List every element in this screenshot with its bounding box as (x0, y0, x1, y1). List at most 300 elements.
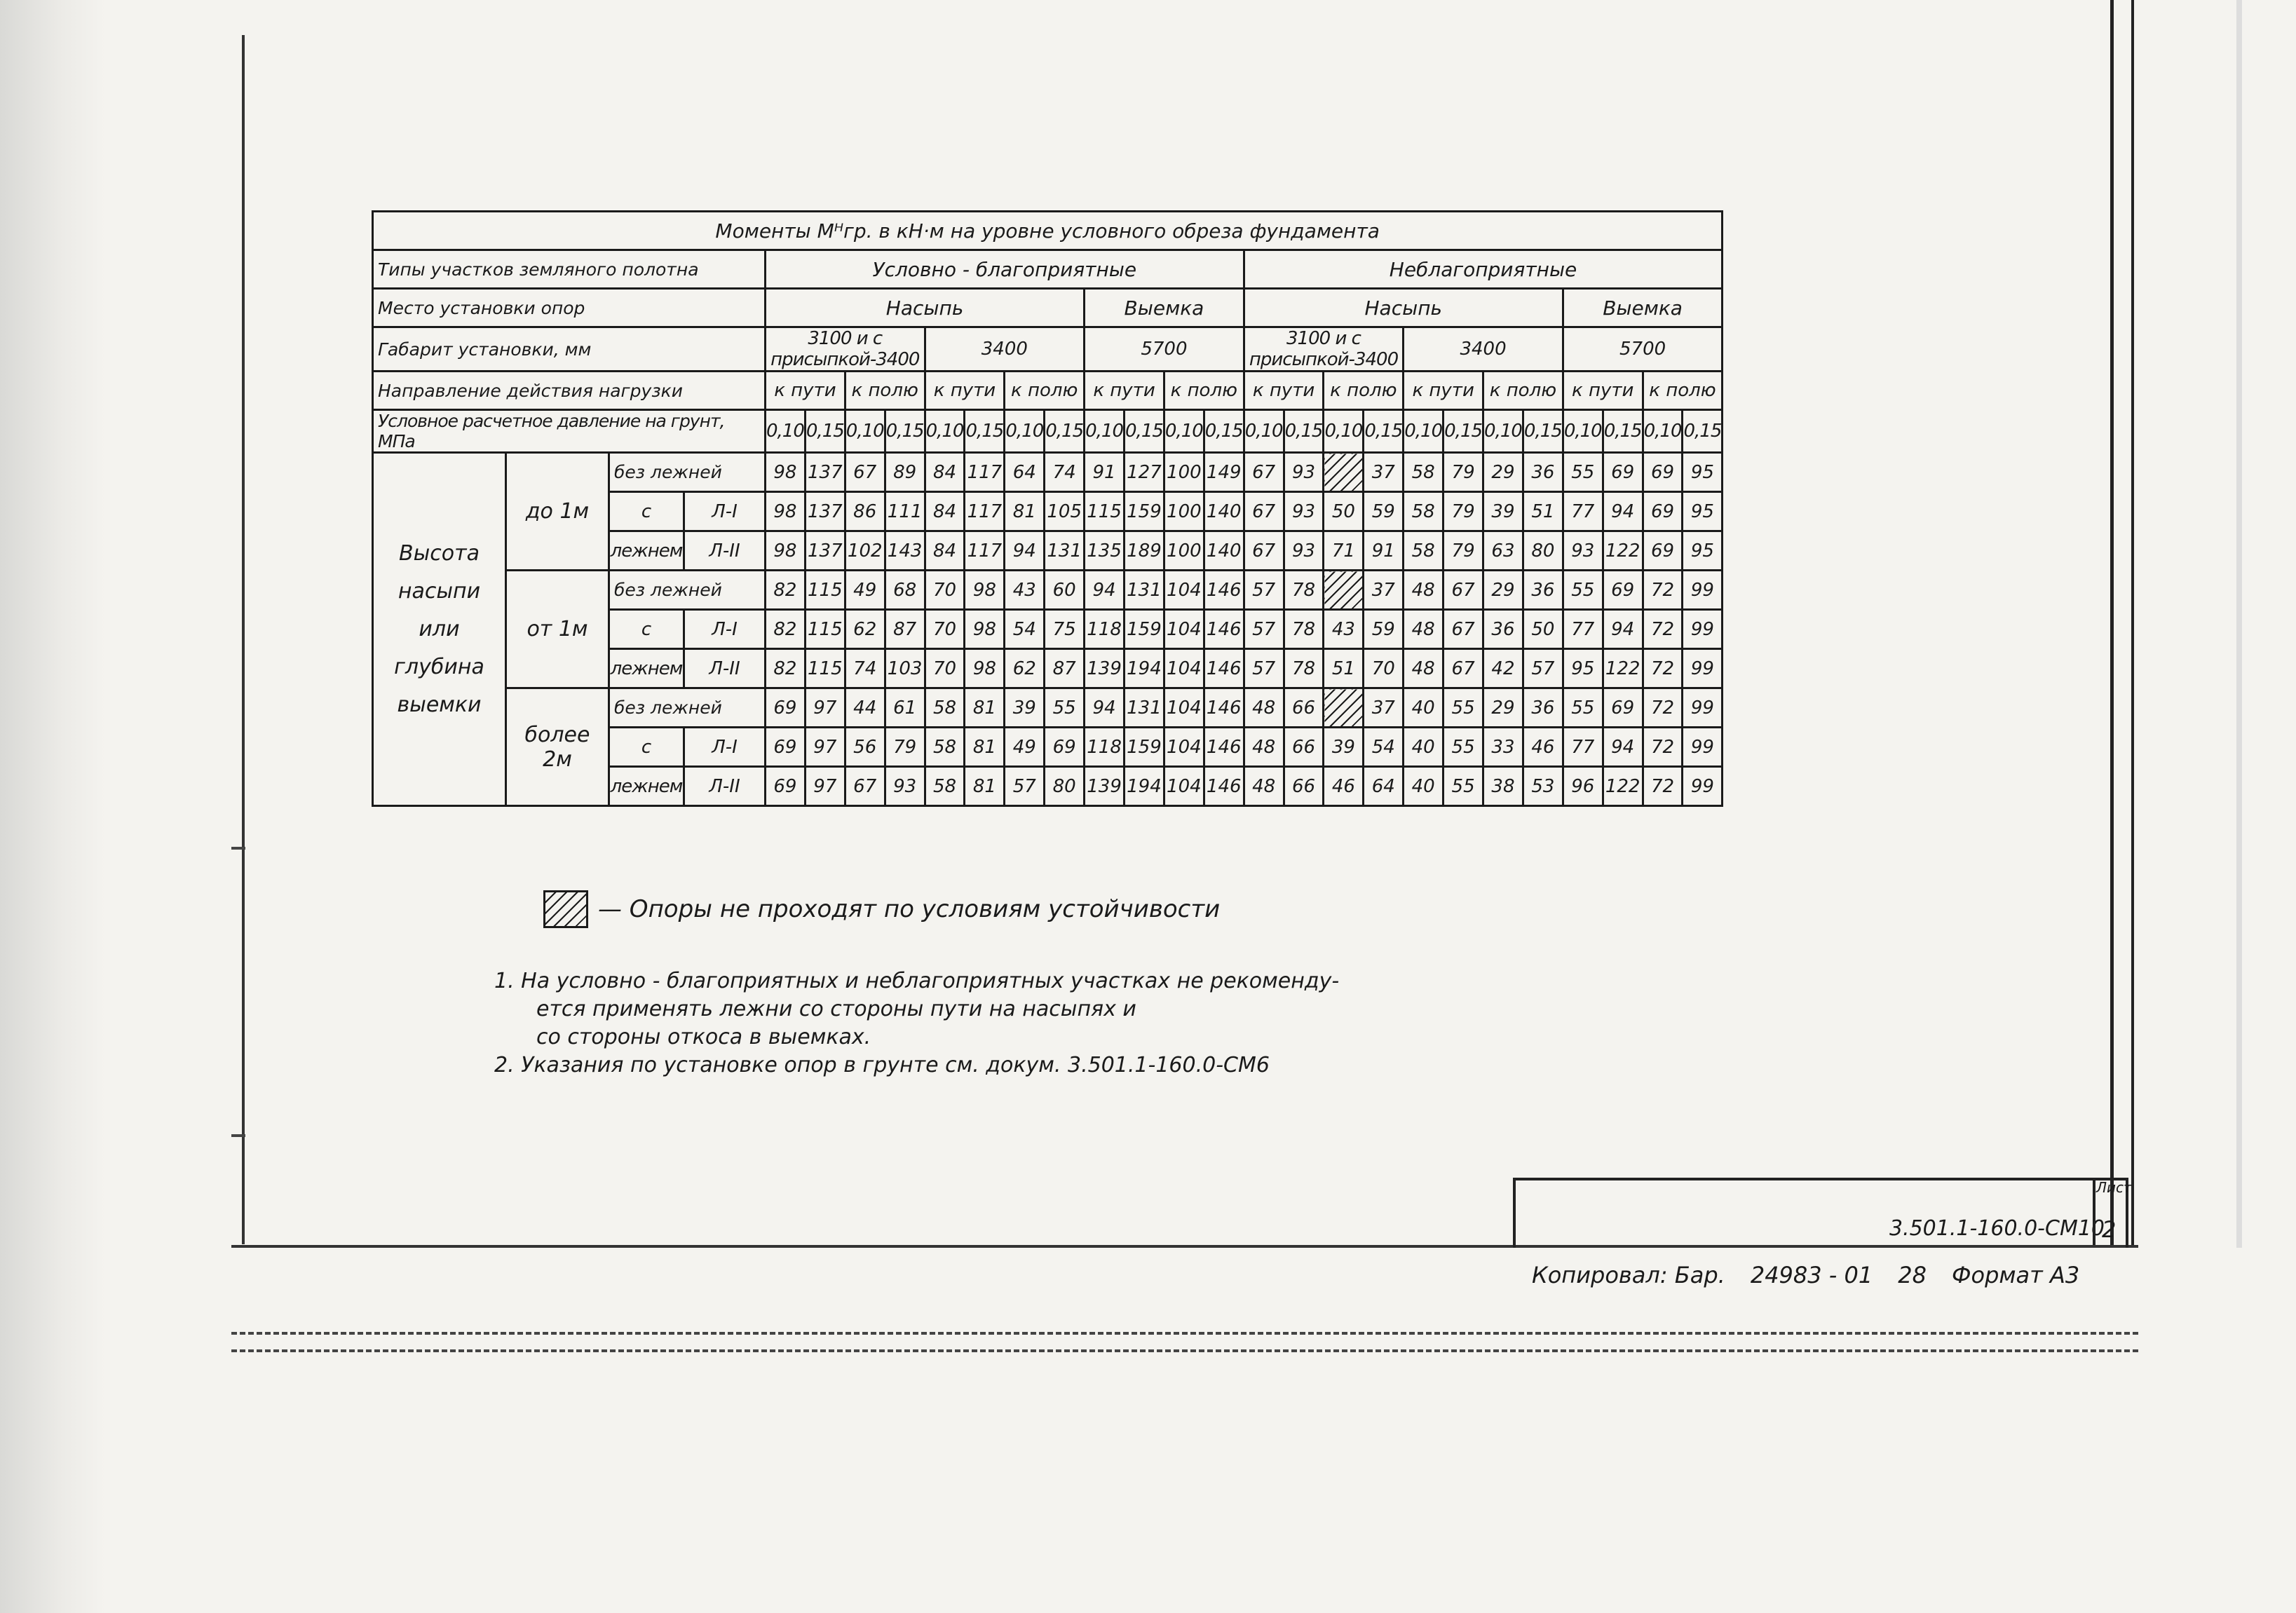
value-cell: 86 (845, 492, 885, 531)
load-direction-cell: к полю (1643, 372, 1723, 410)
value-cell: 140 (1204, 492, 1244, 531)
height-range-label: более 2м (506, 688, 609, 806)
pressure-cell: 0,15 (1603, 410, 1643, 453)
row-label-support-location: Место установки опор (373, 289, 766, 327)
value-cell: 146 (1204, 610, 1244, 649)
value-cell: 78 (1284, 571, 1324, 610)
gauge-cell: 5700 (1085, 327, 1244, 372)
sleeper-type-label: с (609, 492, 684, 531)
value-cell: 100 (1164, 453, 1204, 492)
moments-table (372, 210, 1723, 807)
value-cell: 75 (1045, 610, 1085, 649)
title-block (1513, 1178, 2128, 1248)
side-label (373, 453, 506, 806)
hatched-cell (1324, 453, 1364, 492)
value-cell: 33 (1483, 728, 1523, 767)
value-cell: 94 (1603, 728, 1643, 767)
pressure-cell: 0,10 (845, 410, 885, 453)
dashed-cut-line (231, 1332, 2138, 1335)
value-cell: 99 (1683, 767, 1723, 806)
value-cell: 48 (1244, 688, 1284, 728)
value-cell: 94 (1603, 610, 1643, 649)
load-direction-cell: к полю (1483, 372, 1563, 410)
support-location-cell: Выемка (1085, 289, 1244, 327)
note-1-line-2: ется применять лежни со стороны пути на насыпях и (536, 997, 1136, 1021)
value-cell: 63 (1483, 531, 1523, 571)
value-cell: 37 (1364, 571, 1404, 610)
value-cell: 60 (1045, 571, 1085, 610)
value-cell: 70 (1364, 649, 1404, 688)
value-cell: 66 (1284, 688, 1324, 728)
value-cell: 139 (1085, 649, 1125, 688)
value-cell: 93 (1284, 531, 1324, 571)
sleeper-type-label: без лежней (609, 688, 766, 728)
section-type-cell: Неблагоприятные (1244, 250, 1723, 289)
gauge-cell: 3100 и с присыпкой-3400 (766, 327, 925, 372)
value-cell: 78 (1284, 610, 1324, 649)
load-direction-cell: к пути (1404, 372, 1483, 410)
value-cell: 146 (1204, 649, 1244, 688)
value-cell: 58 (925, 728, 965, 767)
value-cell: 82 (766, 649, 806, 688)
gauge-cell: 3100 и с присыпкой-3400 (1244, 327, 1404, 372)
value-cell: 58 (925, 688, 965, 728)
load-direction-cell: к полю (1164, 372, 1244, 410)
value-cell: 77 (1563, 492, 1603, 531)
value-cell: 70 (925, 610, 965, 649)
value-cell: 54 (1005, 610, 1045, 649)
value-cell: 131 (1045, 531, 1085, 571)
value-cell: 89 (885, 453, 925, 492)
value-cell: 74 (845, 649, 885, 688)
value-cell: 99 (1683, 688, 1723, 728)
value-cell: 57 (1244, 610, 1284, 649)
row-label-section-types: Типы участков земляного полотна (373, 250, 766, 289)
value-cell: 69 (1603, 571, 1643, 610)
value-cell: 104 (1164, 610, 1204, 649)
value-cell: 99 (1683, 610, 1723, 649)
sleeper-type-label: с (609, 728, 684, 767)
pressure-cell: 0,15 (1683, 410, 1723, 453)
value-cell: 70 (925, 571, 965, 610)
value-cell: 70 (925, 649, 965, 688)
value-cell: 84 (925, 453, 965, 492)
value-cell: 194 (1125, 649, 1164, 688)
value-cell: 146 (1204, 571, 1244, 610)
value-cell: 69 (1045, 728, 1085, 767)
value-cell: 72 (1643, 610, 1683, 649)
pressure-cell: 0,10 (1324, 410, 1364, 453)
margin-tick (231, 1134, 245, 1137)
value-cell: 94 (1005, 531, 1045, 571)
row-label-load-direction: Направление действия нагрузки (373, 372, 766, 410)
value-cell: 159 (1125, 728, 1164, 767)
value-cell: 57 (1244, 571, 1284, 610)
value-cell: 67 (845, 767, 885, 806)
value-cell: 99 (1683, 728, 1723, 767)
value-cell: 95 (1683, 531, 1723, 571)
value-cell: 55 (1444, 767, 1483, 806)
value-cell: 98 (965, 571, 1005, 610)
value-cell: 66 (1284, 728, 1324, 767)
pressure-cell: 0,15 (805, 410, 845, 453)
pressure-cell: 0,10 (1244, 410, 1284, 453)
value-cell: 79 (1444, 531, 1483, 571)
pressure-cell: 0,10 (1085, 410, 1125, 453)
value-cell: 51 (1523, 492, 1563, 531)
pressure-cell: 0,10 (1164, 410, 1204, 453)
value-cell: 69 (766, 767, 806, 806)
gauge-cell: 3400 (925, 327, 1085, 372)
value-cell: 137 (805, 492, 845, 531)
value-cell: 38 (1483, 767, 1523, 806)
value-cell: 117 (965, 492, 1005, 531)
value-cell: 137 (805, 531, 845, 571)
value-cell: 44 (845, 688, 885, 728)
value-cell: 111 (885, 492, 925, 531)
value-cell: 79 (885, 728, 925, 767)
value-cell: 55 (1563, 571, 1603, 610)
value-cell: 103 (885, 649, 925, 688)
value-cell: 53 (1523, 767, 1563, 806)
value-cell: 72 (1643, 728, 1683, 767)
frame-border-left (242, 35, 245, 1244)
pressure-cell: 0,15 (1444, 410, 1483, 453)
value-cell: 159 (1125, 492, 1164, 531)
value-cell: 146 (1204, 688, 1244, 728)
value-cell: 55 (1444, 728, 1483, 767)
load-direction-cell: к полю (1005, 372, 1085, 410)
value-cell: 55 (1563, 688, 1603, 728)
legend-text: — Опоры не проходят по условиям устойчивости (598, 895, 1221, 923)
hatched-cell (1324, 571, 1364, 610)
value-cell: 93 (1284, 453, 1324, 492)
value-cell: 98 (766, 453, 806, 492)
value-cell: 115 (805, 610, 845, 649)
value-cell: 58 (1404, 453, 1444, 492)
value-cell: 91 (1085, 453, 1125, 492)
value-cell: 67 (1444, 610, 1483, 649)
value-cell: 94 (1085, 571, 1125, 610)
value-cell: 98 (965, 610, 1005, 649)
value-cell: 87 (885, 610, 925, 649)
value-cell: 67 (845, 453, 885, 492)
support-location-cell: Насыпь (766, 289, 1085, 327)
value-cell: 79 (1444, 453, 1483, 492)
document-code: 3.501.1-160.0-СМ10 (1889, 1216, 2105, 1241)
value-cell: 46 (1523, 728, 1563, 767)
value-cell: 50 (1523, 610, 1563, 649)
value-cell: 96 (1563, 767, 1603, 806)
notes (494, 967, 1476, 1080)
value-cell: 49 (1005, 728, 1045, 767)
pressure-cell: 0,10 (925, 410, 965, 453)
value-cell: 69 (766, 688, 806, 728)
value-cell: 104 (1164, 688, 1204, 728)
pressure-cell: 0,10 (1404, 410, 1444, 453)
support-location-cell: Выемка (1563, 289, 1723, 327)
sleeper-variant-label: Л-I (684, 610, 766, 649)
value-cell: 122 (1603, 531, 1643, 571)
sleeper-type-label: с (609, 610, 684, 649)
value-cell: 36 (1523, 688, 1563, 728)
value-cell: 82 (766, 610, 806, 649)
table-row (373, 571, 1723, 610)
pressure-cell: 0,15 (1125, 410, 1164, 453)
value-cell: 115 (1085, 492, 1125, 531)
side-label-line: глубина (394, 654, 484, 679)
support-location-cell: Насыпь (1244, 289, 1563, 327)
height-range-label: до 1м (506, 453, 609, 571)
value-cell: 50 (1324, 492, 1364, 531)
margin-tick (231, 847, 245, 850)
paper-format: Формат А3 (1951, 1262, 2080, 1288)
note-2: 2. Указания по установке опор в грунте см. докум. 3.501.1-160.0-СМ6 (494, 1053, 1270, 1077)
value-cell: 94 (1085, 688, 1125, 728)
value-cell: 93 (1284, 492, 1324, 531)
side-label-line: выемки (397, 692, 482, 717)
value-cell: 99 (1683, 649, 1723, 688)
value-cell: 80 (1523, 531, 1563, 571)
value-cell: 146 (1204, 728, 1244, 767)
value-cell: 48 (1244, 728, 1284, 767)
value-cell: 117 (965, 453, 1005, 492)
value-cell: 29 (1483, 688, 1523, 728)
section-type-cell: Условно - благоприятные (766, 250, 1244, 289)
value-cell: 79 (1444, 492, 1483, 531)
value-cell: 95 (1683, 492, 1723, 531)
value-cell: 189 (1125, 531, 1164, 571)
pressure-cell: 0,15 (885, 410, 925, 453)
value-cell: 67 (1244, 531, 1284, 571)
value-cell: 64 (1005, 453, 1045, 492)
value-cell: 131 (1125, 688, 1164, 728)
value-cell: 67 (1444, 571, 1483, 610)
frame-border-right (2110, 0, 2114, 1248)
value-cell: 118 (1085, 728, 1125, 767)
copy-info (1532, 1262, 2079, 1288)
value-cell: 95 (1563, 649, 1603, 688)
value-cell: 36 (1523, 571, 1563, 610)
value-cell: 97 (805, 728, 845, 767)
value-cell: 84 (925, 492, 965, 531)
value-cell: 68 (885, 571, 925, 610)
pressure-cell: 0,15 (1364, 410, 1404, 453)
value-cell: 29 (1483, 571, 1523, 610)
value-cell: 99 (1683, 571, 1723, 610)
value-cell: 97 (805, 767, 845, 806)
table-title: Моменты Mᴴгр. в кН·м на уровне условного обреза фундамента (373, 212, 1723, 250)
sleeper-variant-label: Л-II (684, 767, 766, 806)
value-cell: 57 (1005, 767, 1045, 806)
value-cell: 72 (1643, 649, 1683, 688)
sleeper-variant-label: Л-I (684, 492, 766, 531)
copied-by: Копировал: Бар. (1532, 1262, 1725, 1288)
value-cell: 93 (885, 767, 925, 806)
load-direction-cell: к пути (1563, 372, 1643, 410)
value-cell: 118 (1085, 610, 1125, 649)
value-cell: 143 (885, 531, 925, 571)
value-cell: 40 (1404, 688, 1444, 728)
value-cell: 42 (1483, 649, 1523, 688)
value-cell: 48 (1404, 649, 1444, 688)
value-cell: 62 (845, 610, 885, 649)
pressure-cell: 0,10 (766, 410, 806, 453)
side-label-line: насыпи (398, 578, 481, 604)
value-cell: 59 (1364, 492, 1404, 531)
table-row (373, 688, 1723, 728)
value-cell: 59 (1364, 610, 1404, 649)
value-cell: 56 (845, 728, 885, 767)
sheet-label: Лист (2096, 1179, 2132, 1196)
value-cell: 82 (766, 571, 806, 610)
load-direction-cell: к полю (1324, 372, 1404, 410)
value-cell: 37 (1364, 688, 1404, 728)
load-direction-cell: к пути (1244, 372, 1324, 410)
load-direction-cell: к пути (1085, 372, 1164, 410)
pressure-cell: 0,10 (1643, 410, 1683, 453)
pressure-cell: 0,15 (1284, 410, 1324, 453)
value-cell: 43 (1005, 571, 1045, 610)
hatch-swatch-icon (543, 890, 588, 928)
sleeper-variant-label: Л-II (684, 649, 766, 688)
value-cell: 81 (965, 728, 1005, 767)
value-cell: 131 (1125, 571, 1164, 610)
scan-shadow (0, 0, 105, 1613)
value-cell: 98 (766, 531, 806, 571)
dashed-cut-line (231, 1349, 2138, 1352)
value-cell: 69 (1643, 492, 1683, 531)
value-cell: 49 (845, 571, 885, 610)
load-direction-cell: к пути (925, 372, 1005, 410)
value-cell: 104 (1164, 571, 1204, 610)
copy-number: 28 (1898, 1262, 1927, 1288)
sleeper-type-label: лежнем (609, 649, 684, 688)
value-cell: 55 (1444, 688, 1483, 728)
value-cell: 115 (805, 571, 845, 610)
value-cell: 139 (1085, 767, 1125, 806)
value-cell: 62 (1005, 649, 1045, 688)
table-row (373, 453, 1723, 492)
value-cell: 29 (1483, 453, 1523, 492)
value-cell: 77 (1563, 728, 1603, 767)
value-cell: 69 (1603, 688, 1643, 728)
pressure-cell: 0,15 (1045, 410, 1085, 453)
row-label-soil-pressure: Условное расчетное давление на грунт, МПа (373, 410, 766, 453)
value-cell: 72 (1643, 571, 1683, 610)
value-cell: 64 (1364, 767, 1404, 806)
value-cell: 58 (1404, 531, 1444, 571)
value-cell: 77 (1563, 610, 1603, 649)
value-cell: 72 (1643, 688, 1683, 728)
pressure-cell: 0,10 (1563, 410, 1603, 453)
legend (543, 890, 1220, 928)
value-cell: 94 (1603, 492, 1643, 531)
value-cell: 117 (965, 531, 1005, 571)
value-cell: 48 (1404, 571, 1444, 610)
value-cell: 146 (1204, 767, 1244, 806)
sleeper-variant-label: Л-I (684, 728, 766, 767)
sleeper-type-label: без лежней (609, 453, 766, 492)
value-cell: 57 (1523, 649, 1563, 688)
value-cell: 36 (1523, 453, 1563, 492)
value-cell: 84 (925, 531, 965, 571)
pressure-cell: 0,10 (1483, 410, 1523, 453)
sleeper-type-label: лежнем (609, 767, 684, 806)
value-cell: 51 (1324, 649, 1364, 688)
value-cell: 100 (1164, 492, 1204, 531)
value-cell: 55 (1563, 453, 1603, 492)
value-cell: 72 (1643, 767, 1683, 806)
frame-border-right-inner (2131, 0, 2134, 1248)
sleeper-type-label: лежнем (609, 531, 684, 571)
value-cell: 135 (1085, 531, 1125, 571)
value-cell: 37 (1364, 453, 1404, 492)
value-cell: 40 (1404, 767, 1444, 806)
value-cell: 74 (1045, 453, 1085, 492)
value-cell: 57 (1244, 649, 1284, 688)
value-cell: 69 (1603, 453, 1643, 492)
gauge-cell: 3400 (1404, 327, 1563, 372)
value-cell: 48 (1404, 610, 1444, 649)
value-cell: 81 (965, 767, 1005, 806)
value-cell: 149 (1204, 453, 1244, 492)
value-cell: 36 (1483, 610, 1523, 649)
value-cell: 137 (805, 453, 845, 492)
pressure-cell: 0,15 (965, 410, 1005, 453)
value-cell: 71 (1324, 531, 1364, 571)
value-cell: 39 (1324, 728, 1364, 767)
value-cell: 87 (1045, 649, 1085, 688)
value-cell: 69 (1643, 531, 1683, 571)
side-label-line: или (419, 616, 460, 641)
value-cell: 122 (1603, 767, 1643, 806)
value-cell: 100 (1164, 531, 1204, 571)
value-cell: 58 (1404, 492, 1444, 531)
load-direction-cell: к полю (845, 372, 925, 410)
value-cell: 127 (1125, 453, 1164, 492)
value-cell: 69 (1643, 453, 1683, 492)
value-cell: 39 (1483, 492, 1523, 531)
sheet-number: 2 (2102, 1216, 2117, 1243)
value-cell: 104 (1164, 649, 1204, 688)
value-cell: 69 (766, 728, 806, 767)
pressure-cell: 0,15 (1523, 410, 1563, 453)
value-cell: 102 (845, 531, 885, 571)
value-cell: 80 (1045, 767, 1085, 806)
value-cell: 104 (1164, 728, 1204, 767)
value-cell: 67 (1244, 453, 1284, 492)
value-cell: 98 (965, 649, 1005, 688)
order-number: 24983 - 01 (1750, 1262, 1873, 1288)
pressure-cell: 0,10 (1005, 410, 1045, 453)
value-cell: 115 (805, 649, 845, 688)
value-cell: 159 (1125, 610, 1164, 649)
value-cell: 194 (1125, 767, 1164, 806)
value-cell: 55 (1045, 688, 1085, 728)
gauge-cell: 5700 (1563, 327, 1723, 372)
hatched-cell (1324, 688, 1364, 728)
value-cell: 48 (1244, 767, 1284, 806)
value-cell: 81 (1005, 492, 1045, 531)
load-direction-cell: к пути (766, 372, 845, 410)
value-cell: 58 (925, 767, 965, 806)
value-cell: 140 (1204, 531, 1244, 571)
value-cell: 104 (1164, 767, 1204, 806)
value-cell: 93 (1563, 531, 1603, 571)
value-cell: 54 (1364, 728, 1404, 767)
value-cell: 61 (885, 688, 925, 728)
